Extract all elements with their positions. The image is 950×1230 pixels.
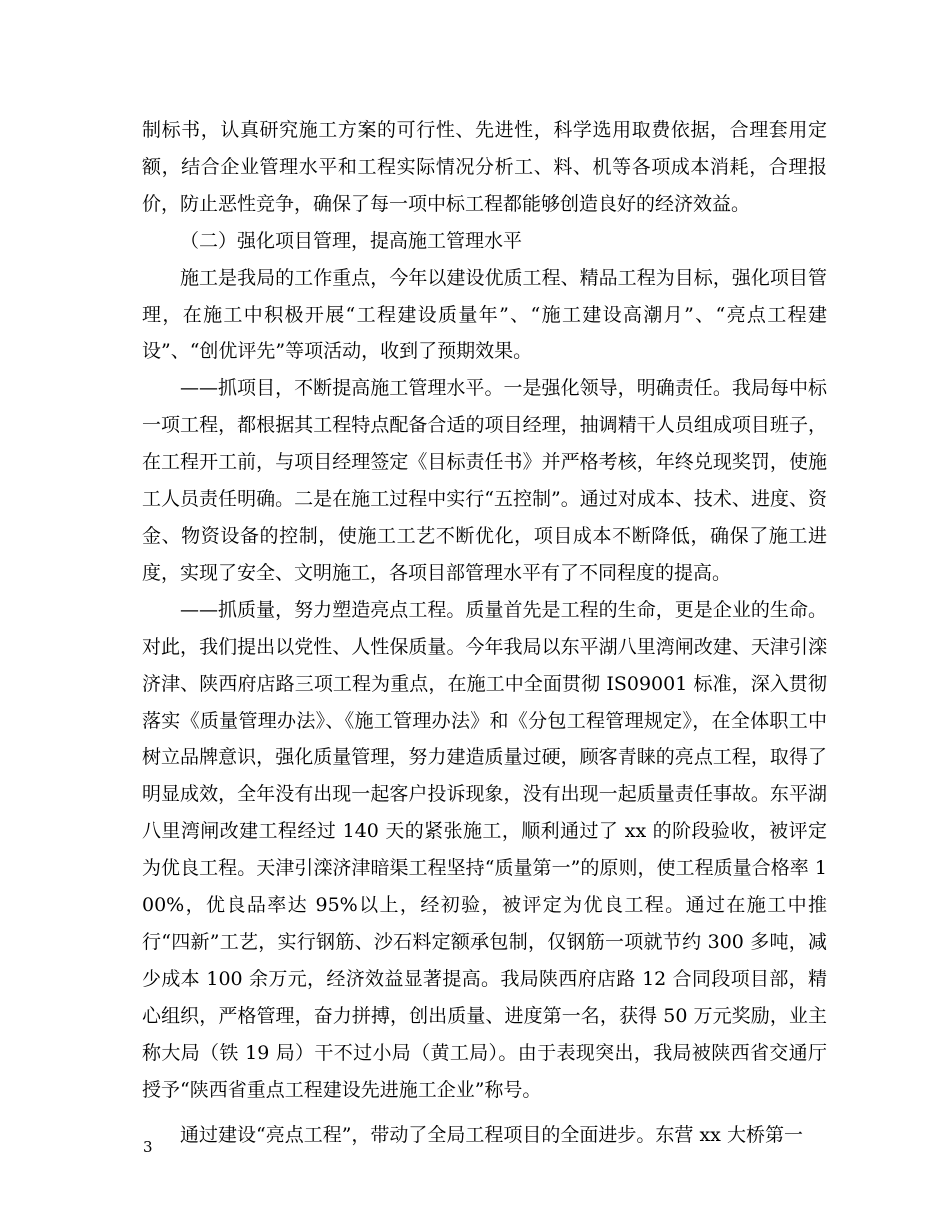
paragraph-construction-focus: 施工是我局的工作重点，今年以建设优质工程、精品工程为目标，强化项目管理，在施工中积极开展“工程建设质量年”、“施工建设高潮月”、“亮点工程建设”、“创优评先”等项活动，收到了预期效果。 <box>142 266 827 363</box>
section-heading-project-management: （二）强化项目管理，提高施工管理水平 <box>180 229 523 252</box>
paragraph-bid-preparation: 制标书，认真研究施工方案的可行性、先进性，科学选用取费依据，合理套用定额，结合企业管理水平和工程实际情况分析工、料、机等各项成本消耗，合理报价，防止恶性竞争，确保了每一项中标工程都能够创造良好的经济效益。 <box>142 119 827 215</box>
paragraph-highlight-projects: 通过建设“亮点工程”，带动了全局工程项目的全面进步。东营 xx 大桥第一 <box>180 1124 803 1147</box>
page-number: 3 <box>143 1138 153 1156</box>
document-body <box>142 112 827 1154</box>
paragraph-project-control: ——抓项目，不断提高施工管理水平。一是强化领导，明确责任。我局每中标一项工程，都根据其工程特点配备合适的项目经理，抽调精干人员组成项目班子，在工程开工前，与项目经理签定《目标责任书》并严格考核，年终兑现奖罚，使施工人员责任明确。二是在施工过程中实行“五控制”。通过对成本、技术、进度、资金、物资设备的控制，使施工工艺不断优化，项目成本不断降低，确保了施工进度，实现了安全、文明施工，各项目部管理水平有了不同程度的提高。 <box>142 377 827 584</box>
paragraph-quality: ——抓质量，努力塑造亮点工程。质量首先是工程的生命，更是企业的生命。对此，我们提出以党性、人性保质量。今年我局以东平湖八里湾闸改建、天津引滦济津、陕西府店路三项工程为重点，在施工中全面贯彻 IS09001 标准，深入贯彻落实《质量管理办法》、《施工管理办法》和《分包工程管理规定》，在全体职工中树立品牌意识，强化质量管理，努力建造质量过硬，顾客青睐的亮点工程，取得了明显成效，全年没有出现一起客户投诉现象，没有出现一起质量责任事故。东平湖八里湾闸改建工程经过 140 天的紧张施工，顺利通过了 xx 的阶段验收，被评定为优良工程。天津引滦济津暗渠工程坚持“质量第一”的原则，使工程质量合格率 100%，优良品率达 95%以上，经初验，被评定为优良工程。通过在施工中推行“四新”工艺，实行钢筋、沙石料定额承包制，仅钢筋一项就节约 300 多吨，减少成本 100 余万元，经济效益显著提高。我局陕西府店路 12 合同段项目部，精心组织，严格管理，奋力拼搏，创出质量、进度第一名，获得 50 万元奖励，业主称大局（铁 19 局）干不过小局（黄工局）。由于表现突出，我局被陕西省交通厅授予“陕西省重点工程建设先进施工企业”称号。 <box>142 598 827 1101</box>
